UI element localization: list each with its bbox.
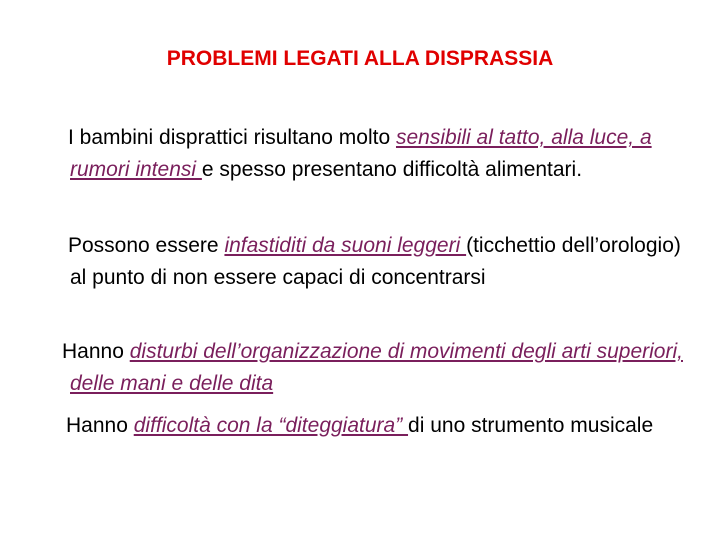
paragraph-sounds — [70, 230, 690, 294]
paragraph-text: (ticchettio dell’orologio) al punto di non essere capaci di concentrarsi — [70, 234, 681, 289]
highlighted-phrase: difficoltà con la “diteggiatura” — [133, 414, 409, 437]
paragraph-movements — [62, 336, 690, 400]
highlighted-phrase: sensibili al tatto, alla luce, a rumori intensi — [70, 126, 652, 181]
paragraph-fingering — [66, 410, 692, 442]
paragraph-sensitivity — [70, 122, 690, 186]
paragraph-text: Hanno — [62, 340, 130, 363]
paragraph-text: I bambini disprattici risultano molto — [68, 126, 396, 149]
paragraph-text: Possono essere — [68, 234, 225, 257]
paragraph-text: di uno strumento musicale — [408, 414, 654, 437]
slide-title: PROBLEMI LEGATI ALLA DISPRASSIA — [166, 47, 554, 70]
paragraph-text: e spesso presentano difficoltà alimentari. — [201, 158, 583, 181]
highlighted-phrase: infastiditi da suoni leggeri — [224, 234, 467, 257]
highlighted-phrase: disturbi dell’organizzazione di movimenti degli arti superiori, delle mani e delle dita — [70, 340, 683, 395]
paragraph-text: Hanno — [66, 414, 134, 437]
